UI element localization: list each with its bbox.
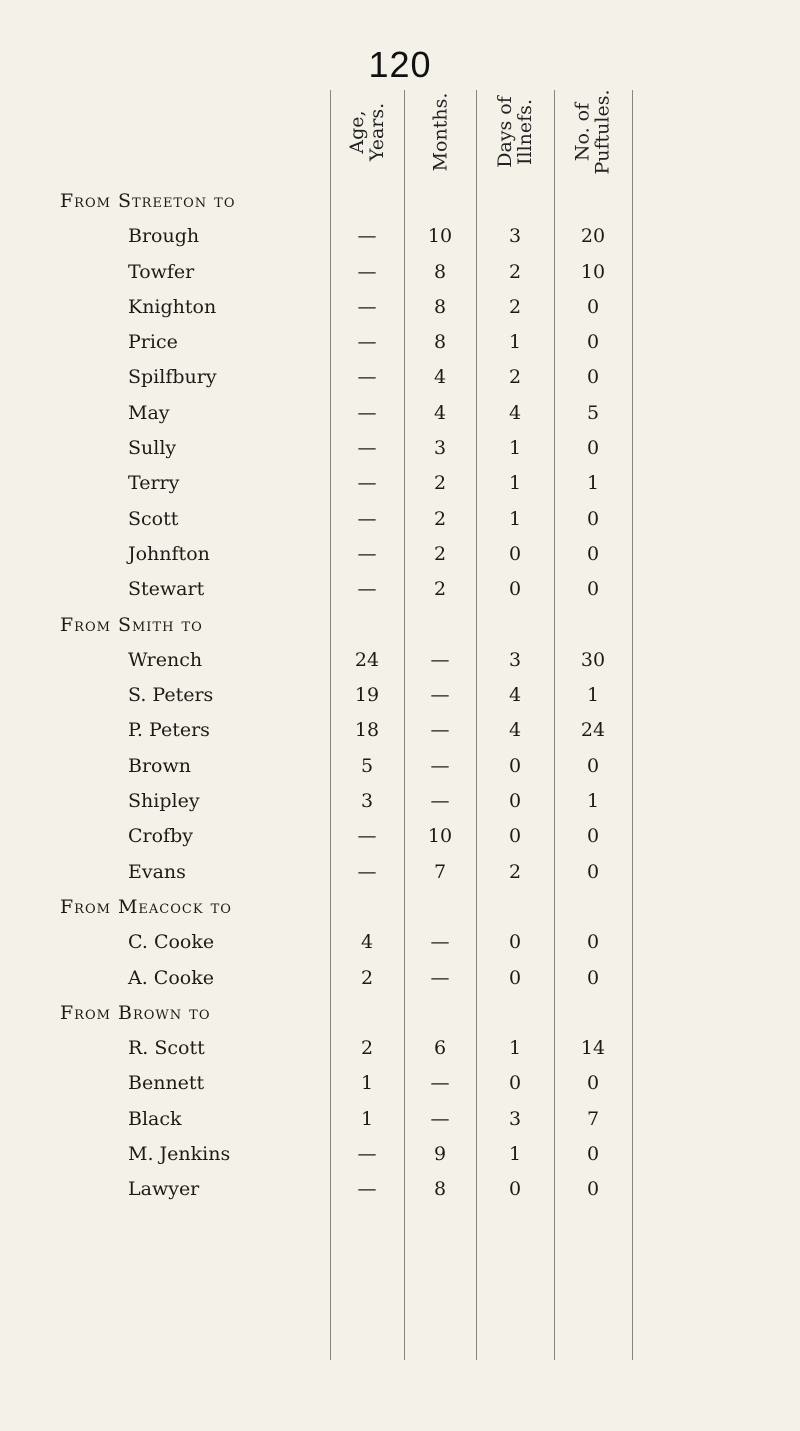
months-cell: 10: [427, 825, 453, 848]
column-header-months: [404, 80, 476, 184]
inoculation-table: [60, 80, 760, 1410]
patient-name: Shipley: [128, 790, 200, 813]
months-cell: —: [430, 684, 450, 707]
group-header-row: [60, 608, 760, 643]
months-cell: —: [430, 1072, 450, 1095]
months-cell: —: [430, 754, 450, 777]
pustules-cell: 0: [586, 966, 600, 989]
patient-name: Terry: [128, 472, 180, 495]
column-header-days-label: Days of Illnefs.: [494, 96, 536, 168]
days-of-illness-cell: 0: [508, 966, 522, 989]
days-of-illness-cell: 3: [508, 1107, 522, 1130]
months-cell: 10: [427, 225, 453, 248]
months-cell: 2: [433, 542, 447, 565]
patient-name: Black: [128, 1107, 182, 1130]
column-header-days: [476, 80, 554, 184]
patient-name: Knighton: [128, 295, 217, 318]
pustules-cell: 0: [586, 437, 600, 460]
pustules-cell: 1: [586, 472, 600, 495]
age-cell: —: [357, 366, 377, 389]
page-number: 120: [368, 44, 432, 85]
pustules-cell: 20: [580, 225, 606, 248]
age-cell: 2: [360, 966, 374, 989]
table-row: [60, 925, 760, 960]
age-cell: —: [357, 295, 377, 318]
column-header-age-label: Age, Years.: [346, 102, 388, 162]
pustules-cell: 1: [586, 684, 600, 707]
table-row: [60, 1137, 760, 1172]
age-cell: —: [357, 860, 377, 883]
patient-name: Stewart: [128, 578, 205, 601]
days-of-illness-cell: 0: [508, 1072, 522, 1095]
patient-name: Sully: [128, 437, 177, 460]
months-cell: —: [430, 966, 450, 989]
age-cell: —: [357, 542, 377, 565]
table-row: [60, 572, 760, 607]
pustules-cell: 30: [580, 648, 606, 671]
days-of-illness-cell: 3: [508, 648, 522, 671]
table-row: [60, 255, 760, 290]
pustules-cell: 0: [586, 825, 600, 848]
patient-name: P. Peters: [128, 719, 210, 742]
pustules-cell: 0: [586, 931, 600, 954]
age-cell: —: [357, 401, 377, 424]
pustules-cell: 0: [586, 507, 600, 530]
months-cell: —: [430, 931, 450, 954]
months-cell: 6: [433, 1037, 447, 1060]
patient-name: A. Cooke: [128, 966, 214, 989]
months-cell: —: [430, 719, 450, 742]
group-header-row: [60, 184, 760, 219]
months-cell: 2: [433, 472, 447, 495]
patient-name: Brown: [128, 754, 191, 777]
table-row: [60, 1031, 760, 1066]
age-cell: 1: [360, 1107, 374, 1130]
days-of-illness-cell: 0: [508, 542, 522, 565]
column-header-months-label: Months.: [429, 92, 452, 172]
age-cell: 2: [360, 1037, 374, 1060]
months-cell: —: [430, 790, 450, 813]
table-row: [60, 396, 760, 431]
months-cell: 3: [433, 437, 447, 460]
table-row: [60, 537, 760, 572]
patient-name: Johnfton: [128, 542, 210, 565]
months-cell: 2: [433, 507, 447, 530]
patient-name: Wrench: [128, 648, 203, 671]
months-cell: 4: [433, 366, 447, 389]
pustules-cell: 0: [586, 1072, 600, 1095]
pustules-cell: 0: [586, 1143, 600, 1166]
months-cell: 8: [433, 295, 447, 318]
table-row: [60, 1102, 760, 1137]
days-of-illness-cell: 3: [508, 225, 522, 248]
group-header-row: [60, 890, 760, 925]
pustules-cell: 0: [586, 578, 600, 601]
patient-name: Towfer: [128, 260, 195, 283]
pustules-cell: 0: [586, 295, 600, 318]
group-label: From Brown to: [60, 1001, 211, 1024]
days-of-illness-cell: 4: [508, 719, 522, 742]
column-header-pustules: [554, 80, 632, 184]
table-row: [60, 431, 760, 466]
table-row: [60, 502, 760, 537]
age-cell: —: [357, 260, 377, 283]
pustules-cell: 0: [586, 1178, 600, 1201]
patient-name: Evans: [128, 860, 186, 883]
age-cell: 19: [354, 684, 380, 707]
age-cell: —: [357, 578, 377, 601]
age-cell: 24: [354, 648, 380, 671]
patient-name: R. Scott: [128, 1037, 205, 1060]
days-of-illness-cell: 2: [508, 295, 522, 318]
table-row: [60, 1066, 760, 1101]
table-row: [60, 1172, 760, 1207]
table-row: [60, 855, 760, 890]
age-cell: 1: [360, 1072, 374, 1095]
pustules-cell: 7: [586, 1107, 600, 1130]
months-cell: 8: [433, 260, 447, 283]
pustules-cell: 0: [586, 860, 600, 883]
group-header-row: [60, 996, 760, 1031]
patient-name: S. Peters: [128, 684, 214, 707]
age-cell: —: [357, 1143, 377, 1166]
age-cell: —: [357, 225, 377, 248]
age-cell: —: [357, 472, 377, 495]
table-row: [60, 290, 760, 325]
table-row: [60, 749, 760, 784]
days-of-illness-cell: 0: [508, 790, 522, 813]
months-cell: 4: [433, 401, 447, 424]
patient-name: May: [128, 401, 170, 424]
pustules-cell: 0: [586, 366, 600, 389]
table-row: [60, 466, 760, 501]
age-cell: —: [357, 331, 377, 354]
months-cell: 2: [433, 578, 447, 601]
group-label: From Meacock to: [60, 895, 232, 918]
pustules-cell: 14: [580, 1037, 606, 1060]
patient-name: Lawyer: [128, 1178, 200, 1201]
patient-name: Brough: [128, 225, 200, 248]
group-label: From Streeton to: [60, 190, 236, 212]
months-cell: 9: [433, 1143, 447, 1166]
pustules-cell: 10: [580, 260, 606, 283]
group-label: From Smith to: [60, 613, 203, 636]
age-cell: —: [357, 437, 377, 460]
patient-name: M. Jenkins: [128, 1143, 231, 1166]
table-row: [60, 219, 760, 254]
months-cell: 8: [433, 331, 447, 354]
months-cell: —: [430, 1107, 450, 1130]
months-cell: —: [430, 648, 450, 671]
days-of-illness-cell: 4: [508, 401, 522, 424]
age-cell: —: [357, 825, 377, 848]
patient-name: Spilfbury: [128, 366, 217, 389]
days-of-illness-cell: 1: [508, 437, 522, 460]
table-row: [60, 678, 760, 713]
table-row: [60, 325, 760, 360]
age-cell: —: [357, 507, 377, 530]
days-of-illness-cell: 2: [508, 260, 522, 283]
patient-name: Price: [128, 331, 178, 354]
days-of-illness-cell: 0: [508, 931, 522, 954]
patient-name: Bennett: [128, 1072, 205, 1095]
days-of-illness-cell: 1: [508, 1143, 522, 1166]
pustules-cell: 1: [586, 790, 600, 813]
days-of-illness-cell: 0: [508, 578, 522, 601]
days-of-illness-cell: 0: [508, 1178, 522, 1201]
months-cell: 8: [433, 1178, 447, 1201]
days-of-illness-cell: 2: [508, 860, 522, 883]
table-row: [60, 961, 760, 996]
patient-name: Crofby: [128, 825, 193, 848]
pustules-cell: 5: [586, 401, 600, 424]
table-row: [60, 784, 760, 819]
days-of-illness-cell: 0: [508, 825, 522, 848]
table-body: [60, 184, 760, 1208]
table-row: [60, 643, 760, 678]
pustules-cell: 0: [586, 754, 600, 777]
days-of-illness-cell: 1: [508, 507, 522, 530]
patient-name: C. Cooke: [128, 931, 215, 954]
pustules-cell: 24: [580, 719, 606, 742]
age-cell: 5: [360, 754, 374, 777]
age-cell: —: [357, 1178, 377, 1201]
days-of-illness-cell: 4: [508, 684, 522, 707]
table-row: [60, 819, 760, 854]
age-cell: 4: [360, 931, 374, 954]
table-row: [60, 360, 760, 395]
days-of-illness-cell: 1: [508, 331, 522, 354]
age-cell: 3: [360, 790, 374, 813]
column-header-pustules-label: No. of Puftules.: [572, 89, 615, 175]
days-of-illness-cell: 0: [508, 754, 522, 777]
patient-name: Scott: [128, 507, 179, 530]
age-cell: 18: [354, 719, 380, 742]
pustules-cell: 0: [586, 542, 600, 565]
days-of-illness-cell: 2: [508, 366, 522, 389]
months-cell: 7: [433, 860, 447, 883]
days-of-illness-cell: 1: [508, 472, 522, 495]
pustules-cell: 0: [586, 331, 600, 354]
days-of-illness-cell: 1: [508, 1037, 522, 1060]
column-header-age: [330, 80, 404, 184]
table-row: [60, 713, 760, 748]
